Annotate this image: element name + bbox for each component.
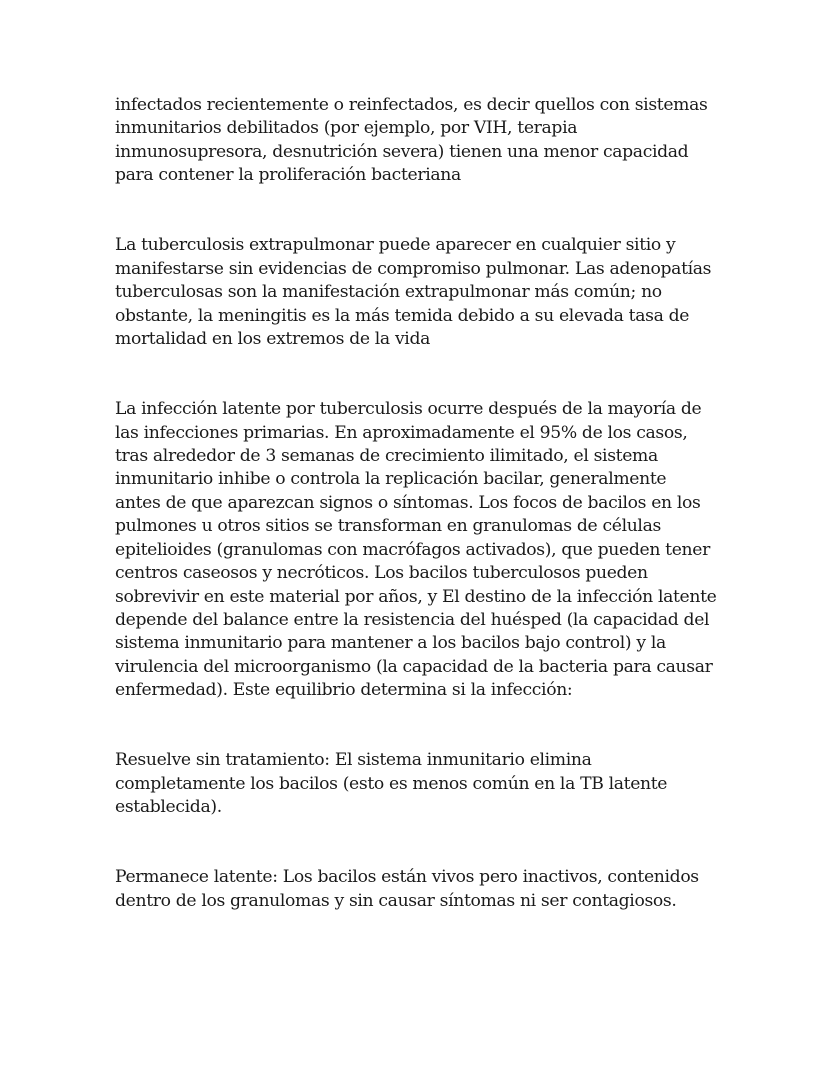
text-line: las infecciones primarias. En aproximadamente el 95% de los casos,	[115, 422, 688, 443]
text-line: inmunitario inhibe o controla la replicación bacilar, generalmente	[115, 469, 667, 490]
text-line: tuberculosas son la manifestación extrapulmonar más común; no	[115, 282, 662, 303]
paragraph-spacer	[115, 820, 725, 867]
paragraph-extrapulmonary-tb	[115, 234, 725, 351]
paragraph-latent-infection	[115, 398, 725, 702]
text-line: La tuberculosis extrapulmonar puede aparecer en cualquier sitio y	[115, 235, 676, 256]
text-line: Permanece latente: Los bacilos están vivos pero inactivos, contenidos	[115, 867, 699, 888]
text-line: dentro de los granulomas y sin causar síntomas ni ser contagiosos.	[115, 890, 677, 911]
text-line: obstante, la meningitis es la más temida debido a su elevada tasa de	[115, 305, 690, 326]
text-line: para contener la proliferación bacteriana	[115, 165, 461, 186]
text-line: infectados recientemente o reinfectados, es decir quellos con sistemas	[115, 95, 708, 115]
paragraph-spacer	[115, 703, 725, 750]
text-line: enfermedad). Este equilibrio determina si la infección:	[115, 680, 573, 701]
paragraph-resolves-without-treatment	[115, 749, 725, 819]
paragraph-spacer	[115, 188, 725, 235]
text-line: manifestarse sin evidencias de compromiso pulmonar. Las adenopatías	[115, 258, 712, 279]
paragraph-immunocompromised	[115, 94, 725, 188]
text-line: mortalidad en los extremos de la vida	[115, 329, 430, 350]
text-line: inmunitarios debilitados (por ejemplo, por VIH, terapia	[115, 118, 578, 139]
text-line: establecida).	[115, 797, 222, 818]
text-line: completamente los bacilos (esto es menos común en la TB latente	[115, 773, 668, 794]
text-line: Resuelve sin tratamiento: El sistema inmunitario elimina	[115, 750, 592, 771]
text-line: inmunosupresora, desnutrición severa) tienen una menor capacidad	[115, 141, 689, 162]
text-line: epitelioides (granulomas con macrófagos activados), que pueden tener	[115, 539, 710, 560]
paragraph-spacer	[115, 351, 725, 398]
text-line: sistema inmunitario para mantener a los bacilos bajo control) y la	[115, 633, 666, 654]
text-line: tras alrededor de 3 semanas de crecimiento ilimitado, el sistema	[115, 446, 658, 467]
text-line: sobrevivir en este material por años, y El destino de la infección latente	[115, 586, 717, 607]
text-line: pulmones u otros sitios se transforman en granulomas de células	[115, 516, 661, 537]
document-page	[115, 94, 725, 913]
text-line: depende del balance entre la resistencia del huésped (la capacidad del	[115, 609, 710, 630]
text-line: La infección latente por tuberculosis ocurre después de la mayoría de	[115, 399, 702, 420]
text-line: virulencia del microorganismo (la capacidad de la bacteria para causar	[115, 656, 713, 677]
text-line: antes de que aparezcan signos o síntomas. Los focos de bacilos en los	[115, 492, 701, 513]
text-line: centros caseosos y necróticos. Los bacilos tuberculosos pueden	[115, 563, 648, 584]
paragraph-remains-latent	[115, 866, 725, 913]
